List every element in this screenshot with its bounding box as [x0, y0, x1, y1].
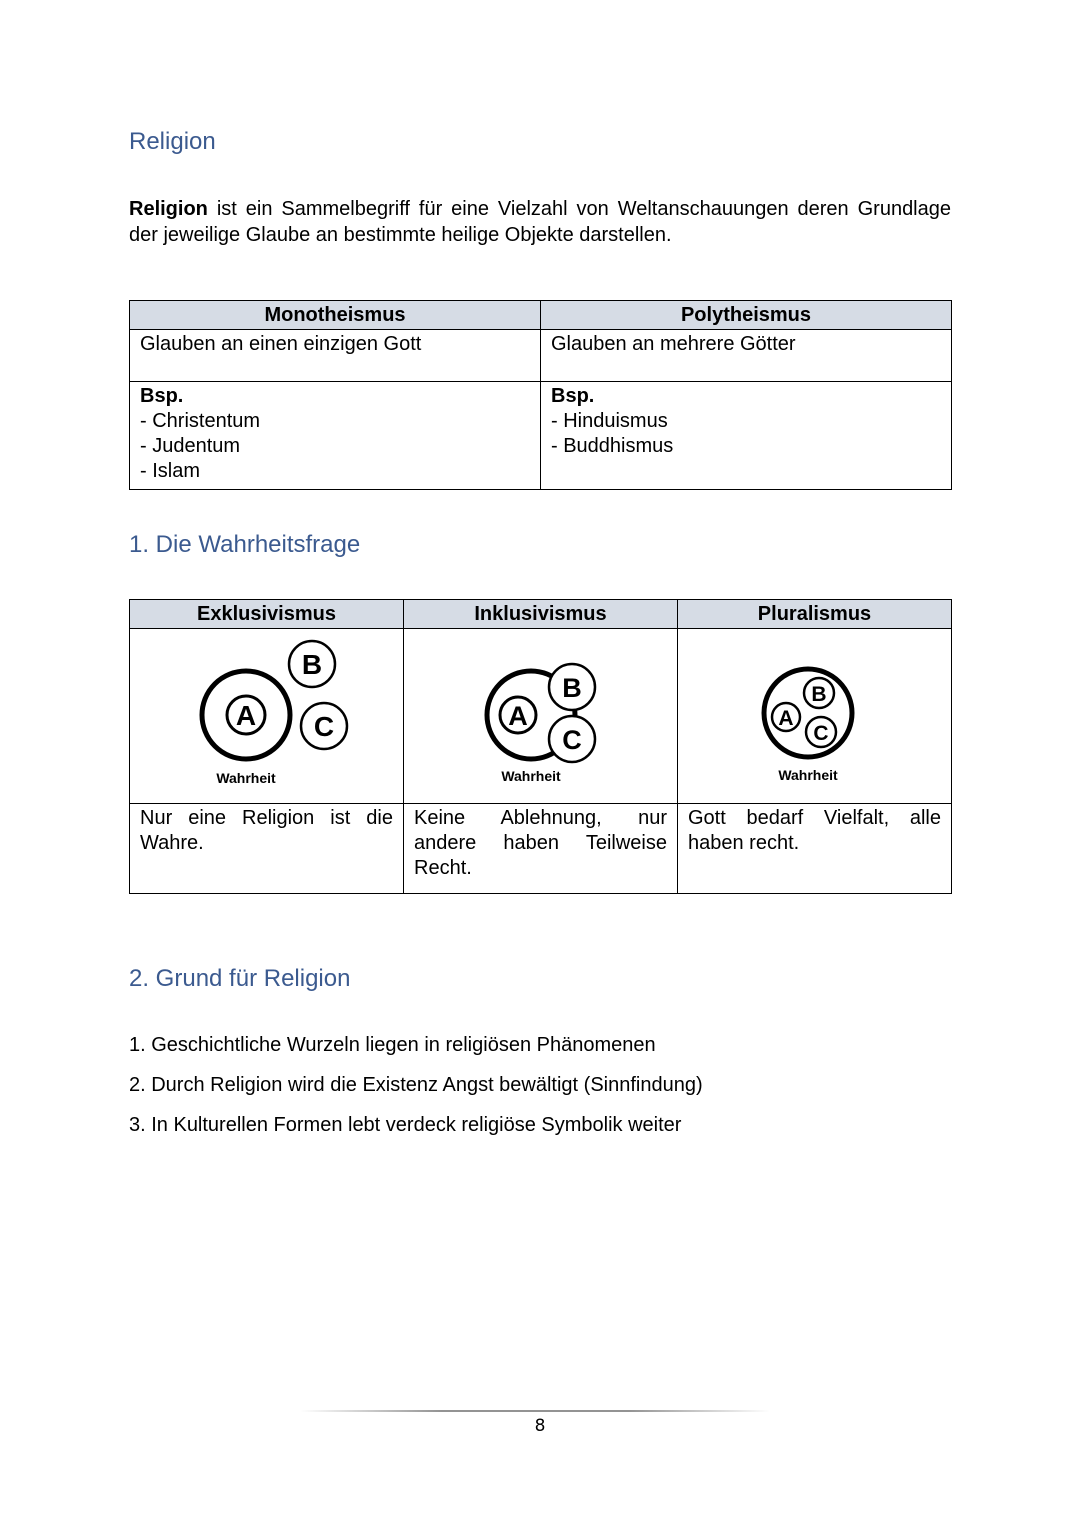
description-exklusivismus: Nur eine Religion ist die Wahre.	[130, 804, 404, 894]
header-inklusivismus: Inklusivismus	[404, 600, 678, 629]
example-item: - Islam	[140, 460, 200, 482]
truth-label: Wahrheit	[778, 767, 838, 783]
example-item: - Hinduismus	[551, 410, 668, 432]
diagram-exklusivismus	[130, 629, 404, 804]
example-item: - Christentum	[140, 410, 261, 432]
diagram-pluralismus	[678, 629, 952, 804]
label-b: B	[301, 649, 323, 680]
page-number: 8	[534, 1416, 546, 1436]
truth-label: Wahrheit	[216, 770, 276, 786]
intro-term: Religion	[129, 198, 208, 220]
label-b: B	[562, 673, 582, 703]
definition-polytheismus: Glauben an mehrere Götter	[541, 330, 952, 382]
label-c: C	[813, 722, 829, 745]
footer-divider	[300, 1410, 770, 1412]
label-a: A	[235, 700, 257, 731]
label-a: A	[508, 701, 528, 731]
examples-label: Bsp.	[140, 385, 184, 407]
intro-paragraph	[129, 196, 951, 248]
description-inklusivismus: Keine Ablehnung, nur andere haben Teilweise Recht.	[404, 804, 678, 894]
truth-label: Wahrheit	[501, 768, 561, 784]
truth-table	[129, 599, 952, 894]
examples-monotheismus	[130, 382, 541, 490]
intro-text: ist ein Sammelbegriff für eine Vielzahl von Weltanschauungen deren Grundlage der jeweilige Glaube an bestimmte heilige Objekte darstellen.	[129, 198, 951, 246]
header-monotheismus: Monotheismus	[130, 301, 541, 330]
exclusivism-diagram	[130, 629, 404, 803]
header-exklusivismus: Exklusivismus	[130, 600, 404, 629]
header-pluralismus: Pluralismus	[678, 600, 952, 629]
example-item: - Buddhismus	[551, 435, 674, 457]
page-title: Religion	[129, 128, 216, 155]
label-a: A	[778, 707, 794, 730]
theism-table	[129, 300, 952, 490]
description-pluralismus: Gott bedarf Vielfalt, alle haben recht.	[678, 804, 952, 894]
reasons-list	[129, 1030, 703, 1150]
header-polytheismus: Polytheismus	[541, 301, 952, 330]
list-item: 3. In Kulturellen Formen lebt verdeck religiöse Symbolik weiter	[129, 1114, 682, 1136]
diagram-inklusivismus	[404, 629, 678, 804]
examples-polytheismus	[541, 382, 952, 490]
example-item: - Judentum	[140, 435, 241, 457]
list-item: 1. Geschichtliche Wurzeln liegen in religiösen Phänomenen	[129, 1034, 656, 1056]
definition-monotheismus: Glauben an einen einzigen Gott	[130, 330, 541, 382]
list-item: 2. Durch Religion wird die Existenz Angst bewältigt (Sinnfindung)	[129, 1074, 703, 1096]
label-c: C	[313, 711, 335, 742]
examples-label: Bsp.	[551, 385, 595, 407]
inclusivism-diagram	[404, 629, 678, 803]
label-b: B	[811, 683, 827, 706]
label-c: C	[562, 725, 582, 755]
section1-heading: 1. Die Wahrheitsfrage	[129, 531, 361, 558]
pluralism-diagram	[678, 629, 952, 803]
section2-heading: 2. Grund für Religion	[129, 965, 351, 992]
